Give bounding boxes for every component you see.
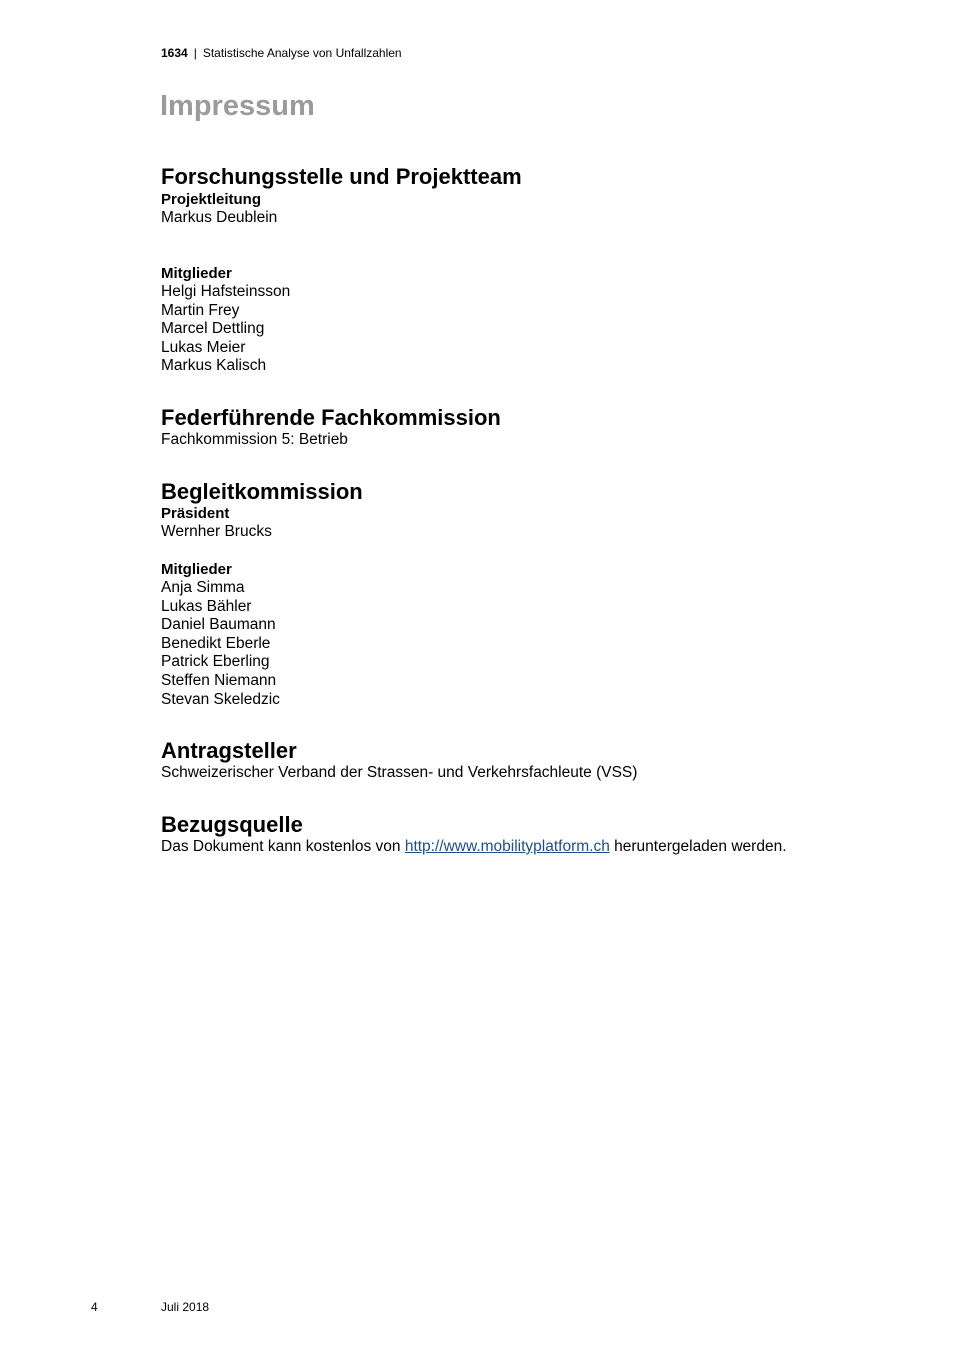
bezugsquelle-text-before: Das Dokument kann kostenlos von: [161, 838, 405, 855]
list-item: Daniel Baumann: [161, 616, 276, 634]
label-projektleitung: Projektleitung: [161, 191, 262, 208]
label-praesident: Präsident: [161, 505, 230, 522]
list-item: Patrick Eberling: [161, 653, 270, 671]
list-projektleitung: [161, 209, 277, 228]
running-header: [161, 46, 402, 60]
footer-date: Juli 2018: [161, 1300, 210, 1314]
list-praesident: [161, 523, 272, 542]
list-item: Steffen Niemann: [161, 671, 277, 689]
list-item: Marcel Dettling: [161, 320, 265, 338]
list-item: Stevan Skeledzic: [161, 690, 280, 708]
list-item: Markus Deublein: [161, 209, 278, 226]
list-mitglieder-begleitkommission: [161, 579, 280, 709]
page-title: Impressum: [160, 90, 315, 122]
list-item: Martin Frey: [161, 301, 240, 319]
header-separator: |: [193, 46, 197, 60]
list-item: Wernher Brucks: [161, 523, 272, 540]
list-item: Lukas Meier: [161, 338, 246, 356]
list-item: Anja Simma: [161, 579, 245, 596]
list-item: Benedikt Eberle: [161, 634, 271, 652]
text-fachkommission: Fachkommission 5: Betrieb: [161, 431, 348, 448]
heading-begleitkommission: Begleitkommission: [161, 479, 363, 504]
mobilityplatform-link[interactable]: http://www.mobilityplatform.ch: [404, 838, 610, 855]
report-title: Statistische Analyse von Unfallzahlen: [202, 46, 402, 60]
list-item: Lukas Bähler: [161, 597, 252, 615]
heading-antragsteller: Antragsteller: [161, 738, 297, 763]
text-bezugsquelle: [161, 838, 787, 857]
page-number: 4: [91, 1300, 98, 1314]
text-antragsteller: Schweizerischer Verband der Strassen- und Verkehrsfachleute (VSS): [161, 764, 638, 781]
heading-bezugsquelle: Bezugsquelle: [161, 812, 303, 837]
heading-forschungsstelle: Forschungsstelle und Projektteam: [161, 164, 522, 189]
report-number: 1634: [161, 46, 188, 60]
bezugsquelle-text-after: heruntergeladen werden.: [609, 838, 787, 855]
list-item: Helgi Hafsteinsson: [161, 283, 291, 300]
list-item: Markus Kalisch: [161, 357, 267, 375]
label-mitglieder-projektteam: Mitglieder: [161, 265, 232, 282]
label-mitglieder-begleitkommission: Mitglieder: [161, 561, 232, 578]
heading-fachkommission: Federführende Fachkommission: [161, 405, 501, 430]
list-mitglieder-projektteam: [161, 283, 290, 376]
